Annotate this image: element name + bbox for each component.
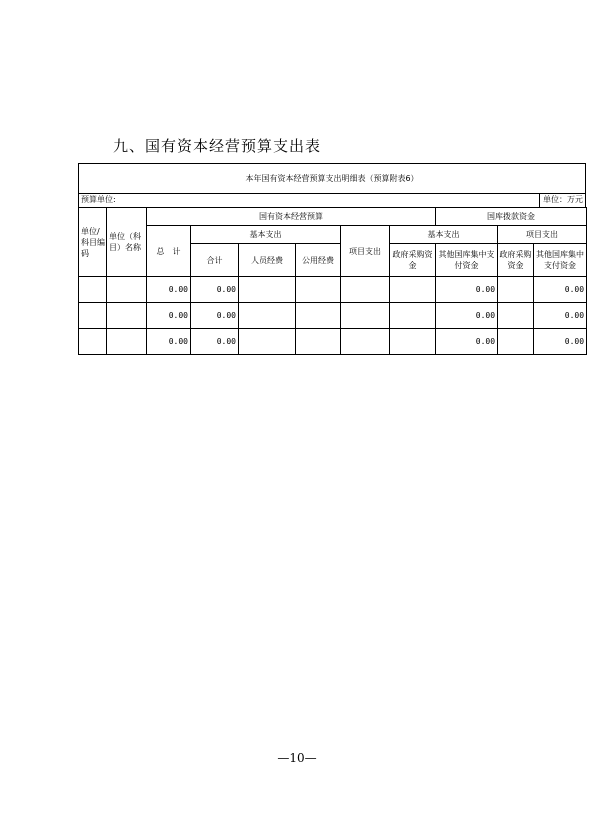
cell-subtotal: 0.00 [191,277,239,303]
cell-gov-procurement-2 [498,303,534,329]
cell-personnel [239,303,296,329]
unit-row [78,193,586,207]
cell-basic-other: 0.00 [436,329,498,355]
cell-total: 0.00 [147,329,191,355]
cell-code [79,277,107,303]
cell-name [107,329,147,355]
cell-gov-procurement [390,329,436,355]
header-public: 公用经费 [296,244,341,277]
cell-total: 0.00 [147,277,191,303]
header-total: 总 计 [147,226,191,277]
cell-subtotal: 0.00 [191,303,239,329]
header-treasury-project-expense: 项目支出 [498,226,587,244]
cell-project-other: 0.00 [534,303,587,329]
page-number: —10— [277,751,317,765]
header-gov-procurement: 政府采购资金 [390,244,436,277]
cell-gov-procurement [390,277,436,303]
cell-public [296,277,341,303]
header-treasury-basic-expense: 基本支出 [390,226,498,244]
header-soe-budget: 国有资本经营预算 [147,208,436,226]
cell-gov-procurement-2 [498,277,534,303]
header-unit-code: 单位/科目编码 [79,208,107,277]
header-other-treasury-2: 其他国库集中支付资金 [534,244,587,277]
table-row [79,329,587,355]
header-basic-expense: 基本支出 [191,226,341,244]
table-title-frame [78,163,586,193]
cell-public [296,329,341,355]
table-row [79,277,587,303]
cell-gov-procurement [390,303,436,329]
header-project-expense: 项目支出 [341,226,390,277]
budget-unit-label: 预算单位: [81,195,116,204]
cell-total: 0.00 [147,303,191,329]
cell-project [341,329,390,355]
header-personnel: 人员经费 [239,244,296,277]
cell-code [79,329,107,355]
cell-name [107,303,147,329]
budget-table [78,207,587,355]
cell-project-other: 0.00 [534,329,587,355]
table-title: 本年国有资本经营预算支出明细表（预算附表6） [245,174,419,183]
cell-personnel [239,329,296,355]
cell-basic-other: 0.00 [436,277,498,303]
cell-name [107,277,147,303]
cell-gov-procurement-2 [498,329,534,355]
cell-project [341,303,390,329]
header-subtotal: 合计 [191,244,239,277]
cell-code [79,303,107,329]
cell-basic-other: 0.00 [436,303,498,329]
cell-project [341,277,390,303]
header-unit-name: 单位（科目）名称 [107,208,147,277]
table-row [79,303,587,329]
cell-subtotal: 0.00 [191,329,239,355]
unit-label: 单位：万元 [539,193,583,207]
header-gov-procurement-2: 政府采购资金 [498,244,534,277]
cell-project-other: 0.00 [534,277,587,303]
header-other-treasury: 其他国库集中支付资金 [436,244,498,277]
cell-personnel [239,277,296,303]
cell-public [296,303,341,329]
header-treasury-funds: 国库拨款资金 [436,208,587,226]
page-title: 九、国有资本经营预算支出表 [113,137,322,155]
